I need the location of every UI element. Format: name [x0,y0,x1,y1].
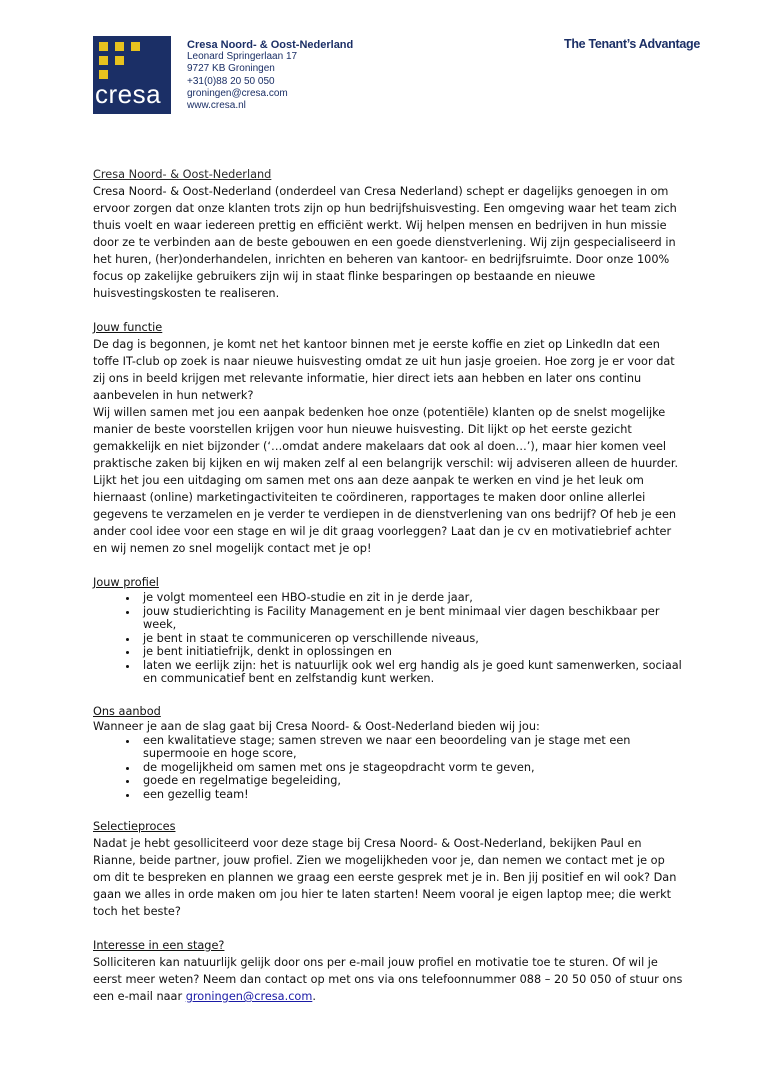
list-item: • je bent in staat te communiceren op verschillende niveaus, [139,632,683,646]
interesse-end: . [312,990,316,1003]
tagline: The Tenant’s Advantage [563,37,700,51]
functie-section [93,319,683,557]
functie-paragraph-3: Lijkt het jou een uitdaging om samen met ons aan deze aanpak te werken en vind je het leuk om hiernaast (online) marketingactiviteiten te coördineren, rapportages te maken door online allerlei gegevens te verzamelen en je verder te verdiepen in de dienstverlening van ons bedrijf? Of heb je een ander cool idee voor een stage en wil je dit graag voorleggen? Laat dan je cv en motivatiebrief achter en wij nemen zo snel mogelijk contact met je op! [93,474,677,555]
functie-paragraph-2: Wij willen samen met jou een aanpak bedenken hoe onze (potentiële) klanten op de snelst mogelijke manier de beste voorstellen krijgen voor hun nieuwe huisvesting. Dit lijkt op het eerste gezicht gemakkelijk en niet bijzonder (‘…omdat andere makelaars dat ook al doen…’), maar hier komen veel praktische zaken bij kijken en wij maken zelf al een belangrijk verschil: wij adviseren alleen de huurder. [93,406,679,470]
interesse-section [93,937,683,1005]
list-item: • een kwalitatieve stage; samen streven we naar een beoordeling van je stage met een supermooie en hoge score, [139,734,683,761]
company-contact-block [187,39,353,112]
list-item: • een gezellig team! [139,788,683,802]
profiel-section [93,574,683,686]
list-item: • laten we eerlijk zijn: het is natuurlijk ook wel erg handig als je goed kunt samenwerken, sociaal en communicatief bent en zelfstandig kunt werken. [139,659,683,686]
website-line: www.cresa.nl [187,100,246,112]
interesse-text [93,954,683,1005]
company-name: Cresa Noord- & Oost-Nederland [187,39,354,51]
aanbod-list [93,734,683,802]
interesse-body: Solliciteren kan natuurlijk gelijk door ons per e-mail jouw profiel en motivatie toe te sturen. Of wil je eerst meer weten? Neem dan contact op met ons via ons telefoonnummer 088 – 20 50 050 of stuur ons een e-mail naar [93,956,683,1003]
list-item: • jouw studierichting is Facility Management en je bent minimaal vier dagen beschikbaar per week, [139,605,683,632]
email-line: groningen@cresa.com [187,87,288,99]
intro-text: Cresa Noord- & Oost-Nederland (onderdeel van Cresa Nederland) schept er dagelijks genoegen in om ervoor zorgen dat onze klanten trots zijn op hun bedrijfshuisvesting. Een omgeving waar het team zich thuis voelt en waar iedereen prettig en efficiënt werkt. Wij helpen mensen en bedrijven in hun missie door ze te verbinden aan de beste gebouwen en een goede dienstverlening. Wij zijn gespecialiseerd in het huren, (her)onderhandelen, inrichten en beheren van kantoor- en bedrijfsruimte. Door onze 100% focus op zakelijke gebruikers zijn wij in staat flinke besparingen op bestaande en nieuwe huisvestingskosten te realiseren. [93,185,677,300]
selectie-heading: Selectieproces [93,820,176,833]
list-item: • de mogelijkheid om samen met ons je stageopdracht vorm te geven, [139,761,683,775]
list-item: • goede en regelmatige begeleiding, [139,774,683,788]
list-item: • je volgt momenteel een HBO-studie en zit in je derde jaar, [139,591,683,605]
postal-line: 9727 KB Groningen [187,63,275,75]
intro-heading: Cresa Noord- & Oost-Nederland [93,168,272,181]
aanbod-intro: Wanneer je aan de slag gaat bij Cresa Noord- & Oost-Nederland bieden wij jou: [93,719,540,733]
functie-paragraph-1: De dag is begonnen, je komt net het kantoor binnen met je eerste koffie en ziet op LinkedIn dat een toffe IT-club op zoek is naar nieuwe huisvesting omdat ze uit hun jasje groeien. Hoe zorg je er voor dat zij ons in beeld krijgen met relevante informatie, hier direct iets aan hebben en later ons continu aanbevelen in hun netwerk? [93,338,675,402]
profiel-list [93,591,683,686]
aanbod-heading: Ons aanbod [93,704,161,718]
aanbod-section [93,703,683,802]
phone-line: +31(0)88 20 50 050 [187,75,275,87]
address-line: Leonard Springerlaan 17 [187,51,298,63]
intro-section [93,166,683,302]
selectie-section [93,818,683,920]
logo-wordmark: cresa [95,79,162,109]
document-body [93,166,683,1005]
list-item: • je bent initiatiefrijk, denkt in oplossingen en [139,645,683,659]
cresa-logo [93,36,171,114]
interesse-heading: Interesse in een stage? [93,939,225,952]
selectie-text: Nadat je hebt gesolliciteerd voor deze stage bij Cresa Noord- & Oost-Nederland, bekijken Paul en Rianne, beide partner, jouw profiel. Zien we mogelijkheden voor je, dan nemen we contact met je op om dit te bespreken en plannen we graag een eerste gesprek met je in. Ben jij positief en wil ook? Dan gaan we alles in orde maken om jou hier te laten starten! Neem vooral je eigen laptop mee; die werkt toch het beste? [93,837,677,918]
profiel-heading: Jouw profiel [93,576,159,589]
email-link[interactable]: groningen@cresa.com [185,990,313,1003]
functie-heading: Jouw functie [93,321,163,334]
